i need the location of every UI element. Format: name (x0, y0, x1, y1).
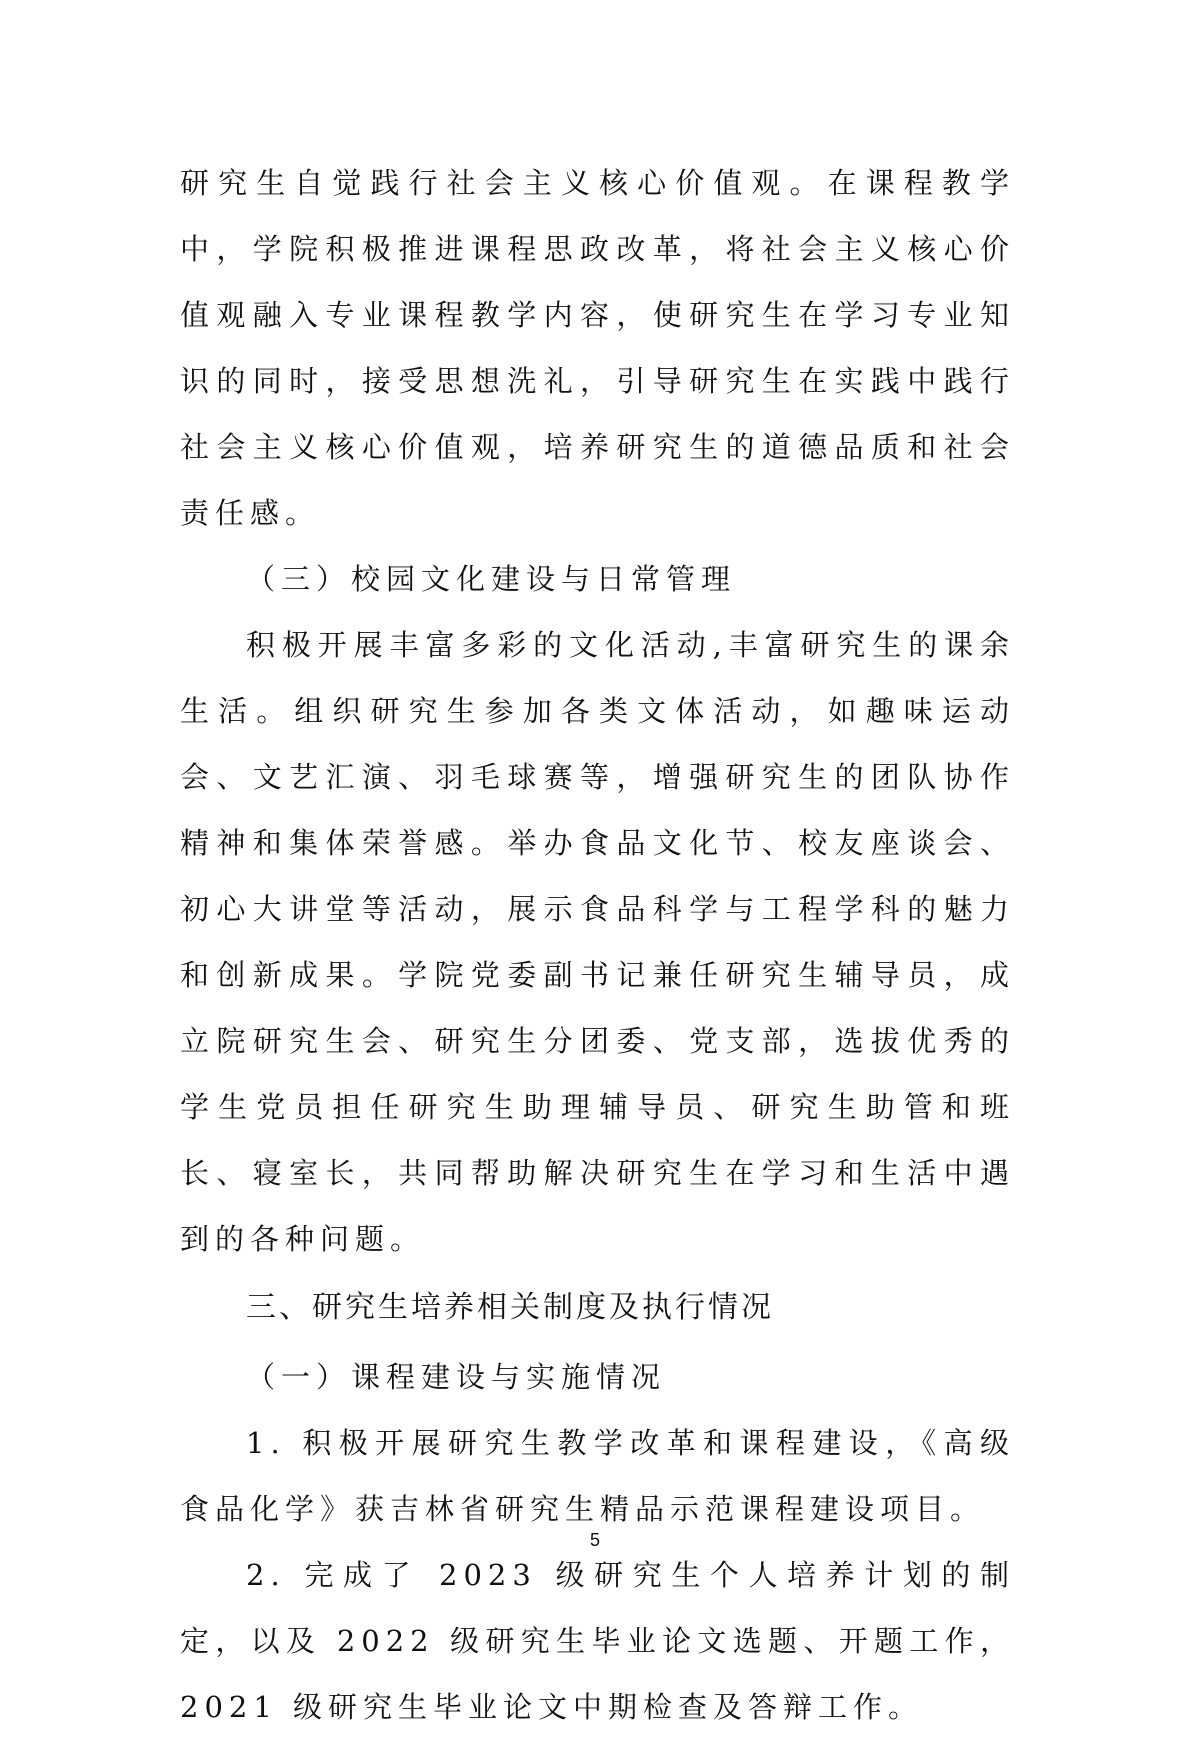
paragraph-cultural-activities: 积极开展丰富多彩的文化活动,丰富研究生的课余生活。组织研究生参加各类文体活动，如趣味运动会、文艺汇演、羽毛球赛等，增强研究生的团队协作精神和集体荣誉感。举办食品文化节、校友座谈会、初心大讲堂等活动，展示食品科学与工程学科的魅力和创新成果。学院党委副书记兼任研究生辅导员，成立院研究生会、研究生分团委、党支部，选拔优秀的学生党员担任研究生助理辅导员、研究生助管和班长、寝室长，共同帮助解决研究生在学习和生活中遇到的各种问题。 (180, 628, 1015, 1256)
subheading-campus-culture: （三）校园文化建设与日常管理 (246, 562, 737, 596)
paragraph-core-values: 研究生自觉践行社会主义核心价值观。在课程教学中，学院积极推进课程思政改革，将社会主义核心价值观融入专业课程教学内容，使研究生在学习专业知识的同时，接受思想洗礼，引导研究生在实践中践行社会主义核心价值观，培养研究生的道德品质和社会责任感。 (180, 166, 1015, 530)
page-content (180, 150, 1015, 1740)
list-item-1: 1. 积极开展研究生教学改革和课程建设，《高级食品化学》获吉林省研究生精品示范课程建设项目。 (180, 1426, 1015, 1526)
list-item-2: 2. 完成了 2023 级研究生个人培养计划的制定，以及 2022 级研究生毕业论文选题、开题工作，2021 级研究生毕业论文中期检查及答辩工作。 (180, 1558, 1015, 1724)
subheading-course-construction: （一）课程建设与实施情况 (246, 1360, 667, 1394)
page-number: 5 (589, 1530, 600, 1550)
section-heading-training-system: 三、研究生培养相关制度及执行情况 (246, 1290, 774, 1325)
